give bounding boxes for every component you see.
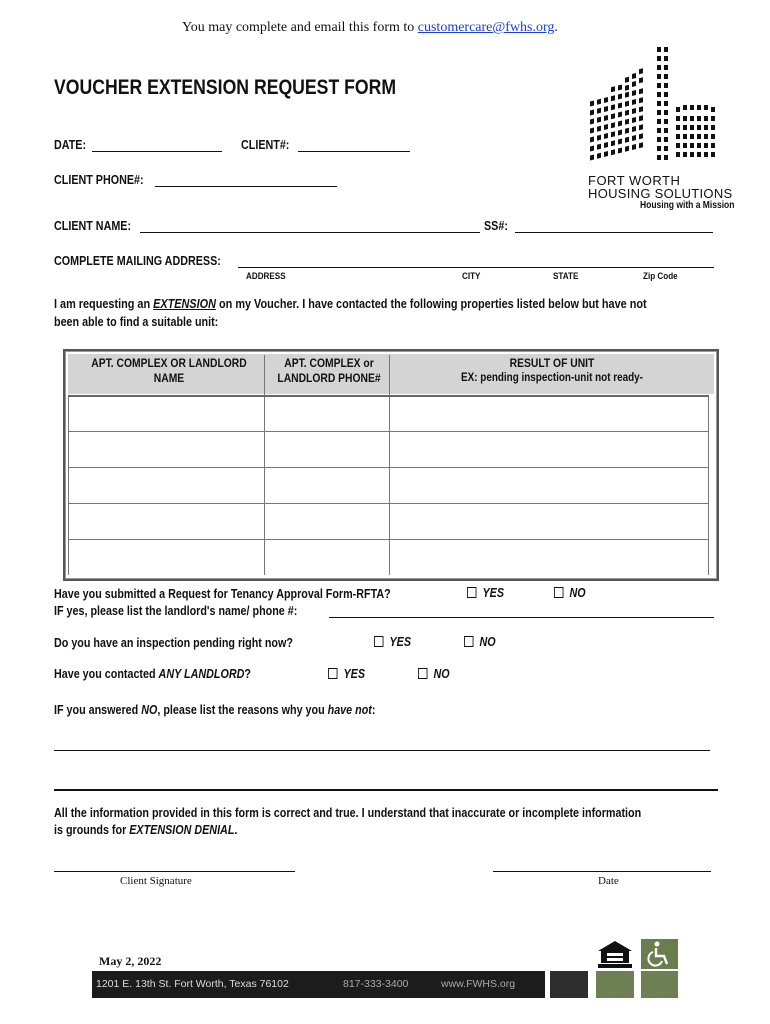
- q4-end: :: [371, 703, 376, 717]
- inspection-no-option[interactable]: [464, 635, 496, 649]
- col1-line1: APT. COMPLEX OR LANDLORD: [91, 356, 247, 370]
- request-line1: [54, 297, 647, 311]
- date-field[interactable]: [92, 151, 222, 152]
- checkbox-icon[interactable]: [418, 668, 427, 679]
- landlord-contact-question: [54, 667, 251, 681]
- properties-table: [63, 349, 719, 581]
- footer-block-green-2: [641, 971, 678, 998]
- logo-line1: FORT WORTH: [588, 173, 681, 188]
- footer-block-dark: [550, 971, 588, 998]
- inspection-question: Do you have an inspection pending right now?: [54, 636, 293, 650]
- cert-text: is grounds for: [54, 823, 127, 837]
- landlord-followup-field[interactable]: [329, 617, 714, 618]
- col1-line2: NAME: [153, 371, 185, 385]
- rfta-yes-label: YES: [482, 586, 504, 600]
- footer-address: 1201 E. 13th St. Fort Worth, Texas 76102: [96, 978, 289, 990]
- footer-phone: 817-333-3400: [343, 978, 409, 990]
- q4-text-2: , please list the reasons why you: [157, 703, 325, 717]
- checkbox-icon[interactable]: [467, 587, 476, 598]
- rfta-no-option[interactable]: [554, 586, 586, 600]
- cert-end: .: [234, 823, 238, 837]
- reasons-question: [54, 703, 375, 717]
- client-signature-label: Client Signature: [120, 875, 192, 887]
- form-title: VOUCHER EXTENSION REQUEST FORM: [54, 76, 397, 99]
- col-header-name: [85, 356, 254, 386]
- client-phone-field[interactable]: [155, 186, 337, 187]
- table-row[interactable]: [69, 540, 708, 575]
- mailing-address-label: COMPLETE MAILING ADDRESS:: [54, 254, 221, 268]
- rfta-question: Have you submitted a Request for Tenancy Approval Form-RFTA?: [54, 587, 391, 601]
- footer-website: www.FWHS.org: [441, 978, 516, 990]
- table-row[interactable]: [69, 397, 708, 431]
- mailing-address-field[interactable]: [238, 267, 714, 268]
- email-link[interactable]: customercare@fwhs.org: [417, 20, 555, 35]
- extension-emphasis: EXTENSION: [153, 297, 216, 311]
- request-text-2: on my Voucher. I have contacted the following properties listed below but have not: [219, 297, 647, 311]
- rfta-no-label: NO: [569, 586, 586, 600]
- landlord-contact-yes-label: YES: [343, 667, 365, 681]
- client-name-label: CLIENT NAME:: [54, 219, 132, 233]
- col2-line2: LANDLORD PHONE#: [277, 371, 381, 385]
- checkbox-icon[interactable]: [328, 668, 337, 679]
- client-number-label: CLIENT#:: [241, 138, 290, 152]
- checkbox-icon[interactable]: [464, 636, 473, 647]
- q3-emphasis: ANY LANDLORD: [158, 667, 245, 681]
- q4-no: NO: [141, 703, 158, 717]
- header-intro: [182, 20, 558, 36]
- table-row[interactable]: [69, 432, 708, 467]
- ss-label: SS#:: [484, 219, 508, 233]
- signature-date-field[interactable]: [493, 871, 711, 872]
- request-line2: been able to find a suitable unit:: [54, 315, 219, 329]
- inspection-yes-label: YES: [389, 635, 411, 649]
- client-signature-field[interactable]: [54, 871, 295, 872]
- building-logo-icon: [588, 45, 723, 170]
- client-phone-label: CLIENT PHONE#:: [54, 173, 144, 187]
- wheelchair-accessible-icon: [641, 939, 678, 969]
- reasons-field-line1[interactable]: [54, 750, 710, 751]
- col-header-result: [414, 356, 691, 386]
- col-header-phone: [276, 356, 383, 386]
- landlord-contact-yes-option[interactable]: [328, 667, 365, 681]
- q3-text-2: ?: [244, 667, 251, 681]
- table-row[interactable]: [69, 468, 708, 503]
- logo-line2: HOUSING SOLUTIONS: [588, 186, 733, 201]
- table-row[interactable]: [69, 504, 708, 539]
- intro-period: .: [554, 20, 558, 35]
- ss-field[interactable]: [515, 232, 713, 233]
- landlord-contact-no-option[interactable]: [418, 667, 450, 681]
- inspection-no-label: NO: [479, 635, 496, 649]
- equal-housing-icon: [596, 939, 634, 969]
- zip-sublabel: Zip Code: [643, 271, 678, 281]
- client-name-field[interactable]: [140, 232, 480, 233]
- date-label: DATE:: [54, 138, 87, 152]
- address-sublabel: ADDRESS: [246, 271, 286, 281]
- intro-text: You may complete and email this form to: [182, 20, 415, 35]
- q3-text-1: Have you contacted: [54, 667, 156, 681]
- q4-text-1: IF you answered: [54, 703, 139, 717]
- q4-emphasis: have not: [327, 703, 372, 717]
- section-divider: [54, 789, 718, 791]
- col2-line1: APT. COMPLEX or: [284, 356, 374, 370]
- landlord-followup-label: IF yes, please list the landlord's name/ phone #:: [54, 604, 298, 618]
- table-right-edge: [708, 395, 709, 575]
- signature-date-label: Date: [598, 875, 619, 887]
- certification-line1: All the information provided in this form is correct and true. I understand that inaccurate or incomplete information: [54, 806, 642, 820]
- footer-bar: [92, 971, 545, 998]
- checkbox-icon[interactable]: [554, 587, 563, 598]
- rfta-yes-option[interactable]: [467, 586, 504, 600]
- logo-tagline: Housing with a Mission: [640, 200, 735, 211]
- request-text-1: I am requesting an: [54, 297, 151, 311]
- client-number-field[interactable]: [298, 151, 410, 152]
- footer-block-green-1: [596, 971, 634, 998]
- fwhs-logo: [588, 45, 735, 215]
- cert-emphasis: EXTENSION DENIAL: [129, 823, 235, 837]
- landlord-contact-no-label: NO: [433, 667, 450, 681]
- city-sublabel: CITY: [462, 271, 481, 281]
- certification-line2: [54, 823, 237, 837]
- checkbox-icon[interactable]: [374, 636, 383, 647]
- revision-date: May 2, 2022: [99, 954, 162, 968]
- col3-line1: RESULT OF UNIT: [509, 356, 595, 370]
- state-sublabel: STATE: [553, 271, 579, 281]
- inspection-yes-option[interactable]: [374, 635, 411, 649]
- col3-line2: EX: pending inspection-unit not ready-: [461, 372, 643, 384]
